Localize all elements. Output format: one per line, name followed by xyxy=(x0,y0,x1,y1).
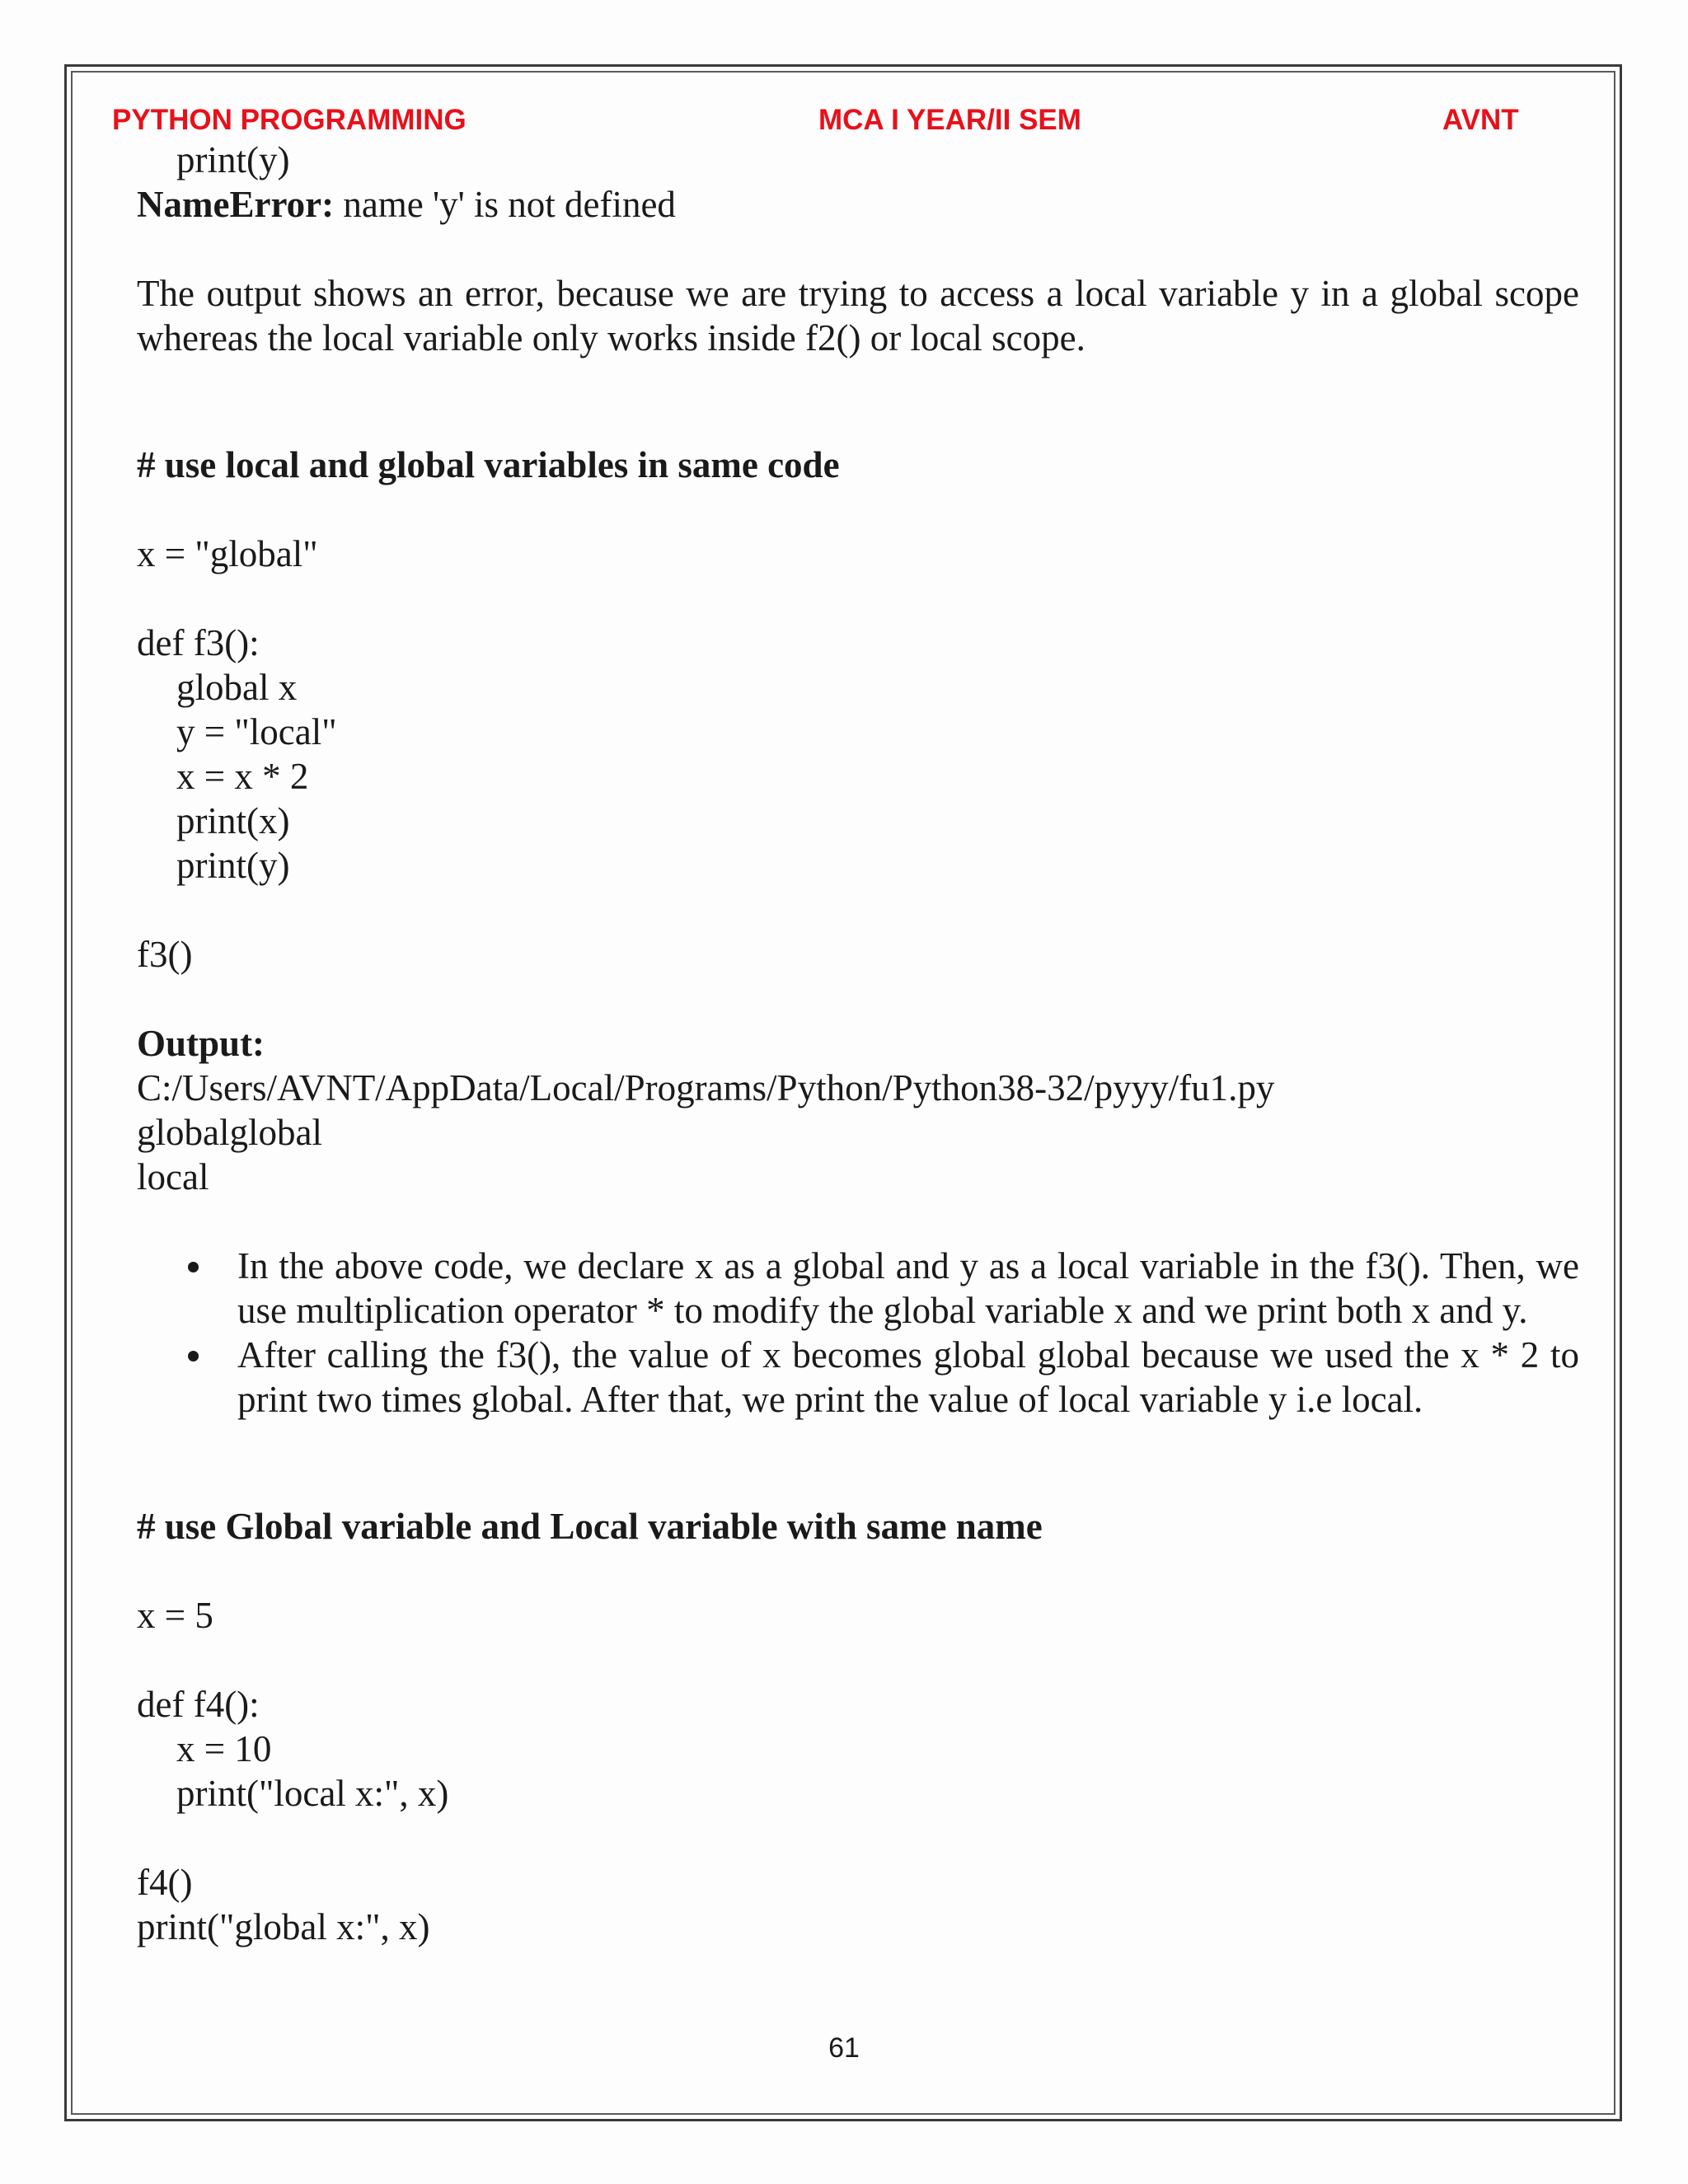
error-label: NameError: xyxy=(137,184,335,225)
explanation-bullets xyxy=(137,1244,1579,1422)
error-line xyxy=(137,182,1579,227)
code-line: def f4(): xyxy=(137,1684,260,1725)
code-line: def f3(): xyxy=(137,622,260,663)
output-label: Output: xyxy=(137,1023,265,1064)
bullet-item xyxy=(237,1244,1579,1333)
header-author: AVNT xyxy=(1442,104,1519,136)
code-line: x = x * 2 xyxy=(176,756,309,797)
header-course-title: PYTHON PROGRAMMING xyxy=(112,104,467,136)
code-line: print("local x:", x) xyxy=(176,1773,449,1814)
section-heading-local-global: # use local and global variables in same code xyxy=(137,444,840,485)
code-line: y = "local" xyxy=(176,711,337,752)
bullet-item xyxy=(237,1333,1579,1422)
code-line: x = 10 xyxy=(176,1728,272,1769)
code-line: f3() xyxy=(137,934,193,975)
header-class-info: MCA I YEAR/II SEM xyxy=(818,104,1081,136)
output-line: local xyxy=(137,1156,209,1197)
section-heading-same-name: # use Global variable and Local variable with same name xyxy=(137,1506,1043,1547)
page-number: 61 xyxy=(828,2032,860,2064)
code-line: print(y) xyxy=(176,845,290,886)
code-line: print(x) xyxy=(176,800,290,841)
code-line: x = "global" xyxy=(137,533,318,574)
code-line: f4() xyxy=(137,1862,193,1903)
code-line: x = 5 xyxy=(137,1595,213,1636)
output-line: C:/Users/AVNT/AppData/Local/Programs/Python/Python38-32/pyyy/fu1.py xyxy=(137,1067,1275,1108)
bullet-text: After calling the f3(), the value of x becomes global global because we used the x * 2 to print two times global. After that, we print the value of local variable y i.e local. xyxy=(237,1334,1579,1420)
code-line: print("global x:", x) xyxy=(137,1906,430,1947)
page-content xyxy=(137,138,1579,1949)
error-message: name 'y' is not defined xyxy=(334,184,676,225)
explanation-paragraph: The output shows an error, because we are trying to access a local variable y in a global scope whereas the local variable only works inside f2() or local scope. xyxy=(137,273,1579,359)
output-line: globalglobal xyxy=(137,1112,322,1153)
code-line: global x xyxy=(176,667,298,708)
bullet-icon xyxy=(188,1351,199,1361)
code-line: print(y) xyxy=(176,139,290,180)
bullet-text: In the above code, we declare x as a global and y as a local variable in the f3(). Then, we use multiplication operator * to modify the global variable x and we print both x and y. xyxy=(237,1245,1579,1331)
bullet-icon xyxy=(188,1262,199,1272)
